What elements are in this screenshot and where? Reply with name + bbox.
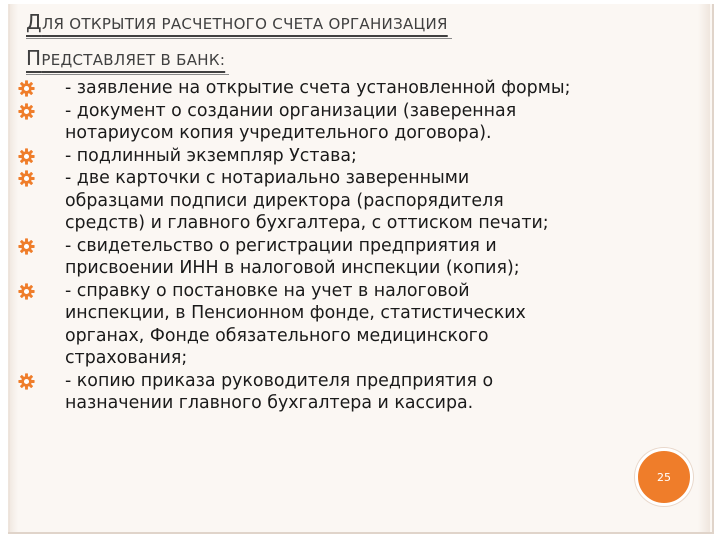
list-item-line: образцами подписи директора (распорядителя	[65, 190, 504, 211]
list-item-line: - подлинный экземпляр Устава;	[65, 145, 357, 166]
gear-bullet-icon	[18, 283, 35, 300]
list-item	[18, 145, 658, 168]
list-item-line: инспекции, в Пенсионном фонде, статистических	[65, 303, 526, 323]
list-item-line: нотариусом копия учредительного договора).	[65, 123, 492, 143]
list-item	[18, 77, 658, 100]
gear-bullet-icon	[18, 238, 35, 255]
title-line-2	[26, 44, 666, 80]
list-item-line: страхования;	[65, 348, 188, 368]
slide-title	[26, 8, 666, 80]
list-item	[18, 167, 658, 235]
title-line-1	[26, 8, 666, 44]
title-text-2: ПРЕДСТАВЛЯЕТ В БАНК:	[26, 46, 226, 70]
list-item-line: - справку о постановке на учет в налоговой	[65, 280, 470, 301]
list-item-line: - копию приказа руководителя предприятия о	[65, 370, 494, 391]
frame-shadow-left	[8, 4, 18, 532]
list-item-line: - две карточки с нотариально заверенными	[65, 168, 470, 188]
gear-bullet-icon	[18, 80, 35, 97]
list-item-line: - свидетельство о регистрации предприятия и	[65, 235, 497, 256]
gear-bullet-icon	[18, 373, 35, 390]
list-item-line: назначении главного бухгалтера и кассира.	[65, 393, 474, 413]
gear-bullet-icon	[18, 170, 35, 187]
list-item	[18, 100, 658, 145]
list-item-line: - документ о создании организации (заверенная	[65, 100, 517, 121]
list-item	[18, 370, 658, 415]
list-item-line: присвоении ИНН в налоговой инспекции (копия);	[65, 258, 520, 278]
document-list	[18, 77, 658, 415]
title-text-1: ДЛЯ ОТКРЫТИЯ РАСЧЕТНОГО СЧЕТА ОРГАНИЗАЦИЯ	[26, 10, 448, 34]
page-number: 25	[657, 470, 671, 484]
list-item-line: органах, Фонде обязательного медицинского	[65, 325, 489, 346]
gear-bullet-icon	[18, 148, 35, 165]
list-item-line: - заявление на открытие счета установленной формы;	[65, 78, 571, 98]
frame-shadow-right	[698, 4, 710, 532]
title-rule	[26, 38, 452, 39]
title-rule	[26, 74, 229, 75]
gear-bullet-icon	[18, 103, 35, 120]
list-item	[18, 280, 658, 370]
list-item-line: средств) и главного бухгалтера, с оттиском печати;	[65, 213, 549, 233]
list-item	[18, 235, 658, 280]
page-number-badge	[635, 448, 693, 506]
